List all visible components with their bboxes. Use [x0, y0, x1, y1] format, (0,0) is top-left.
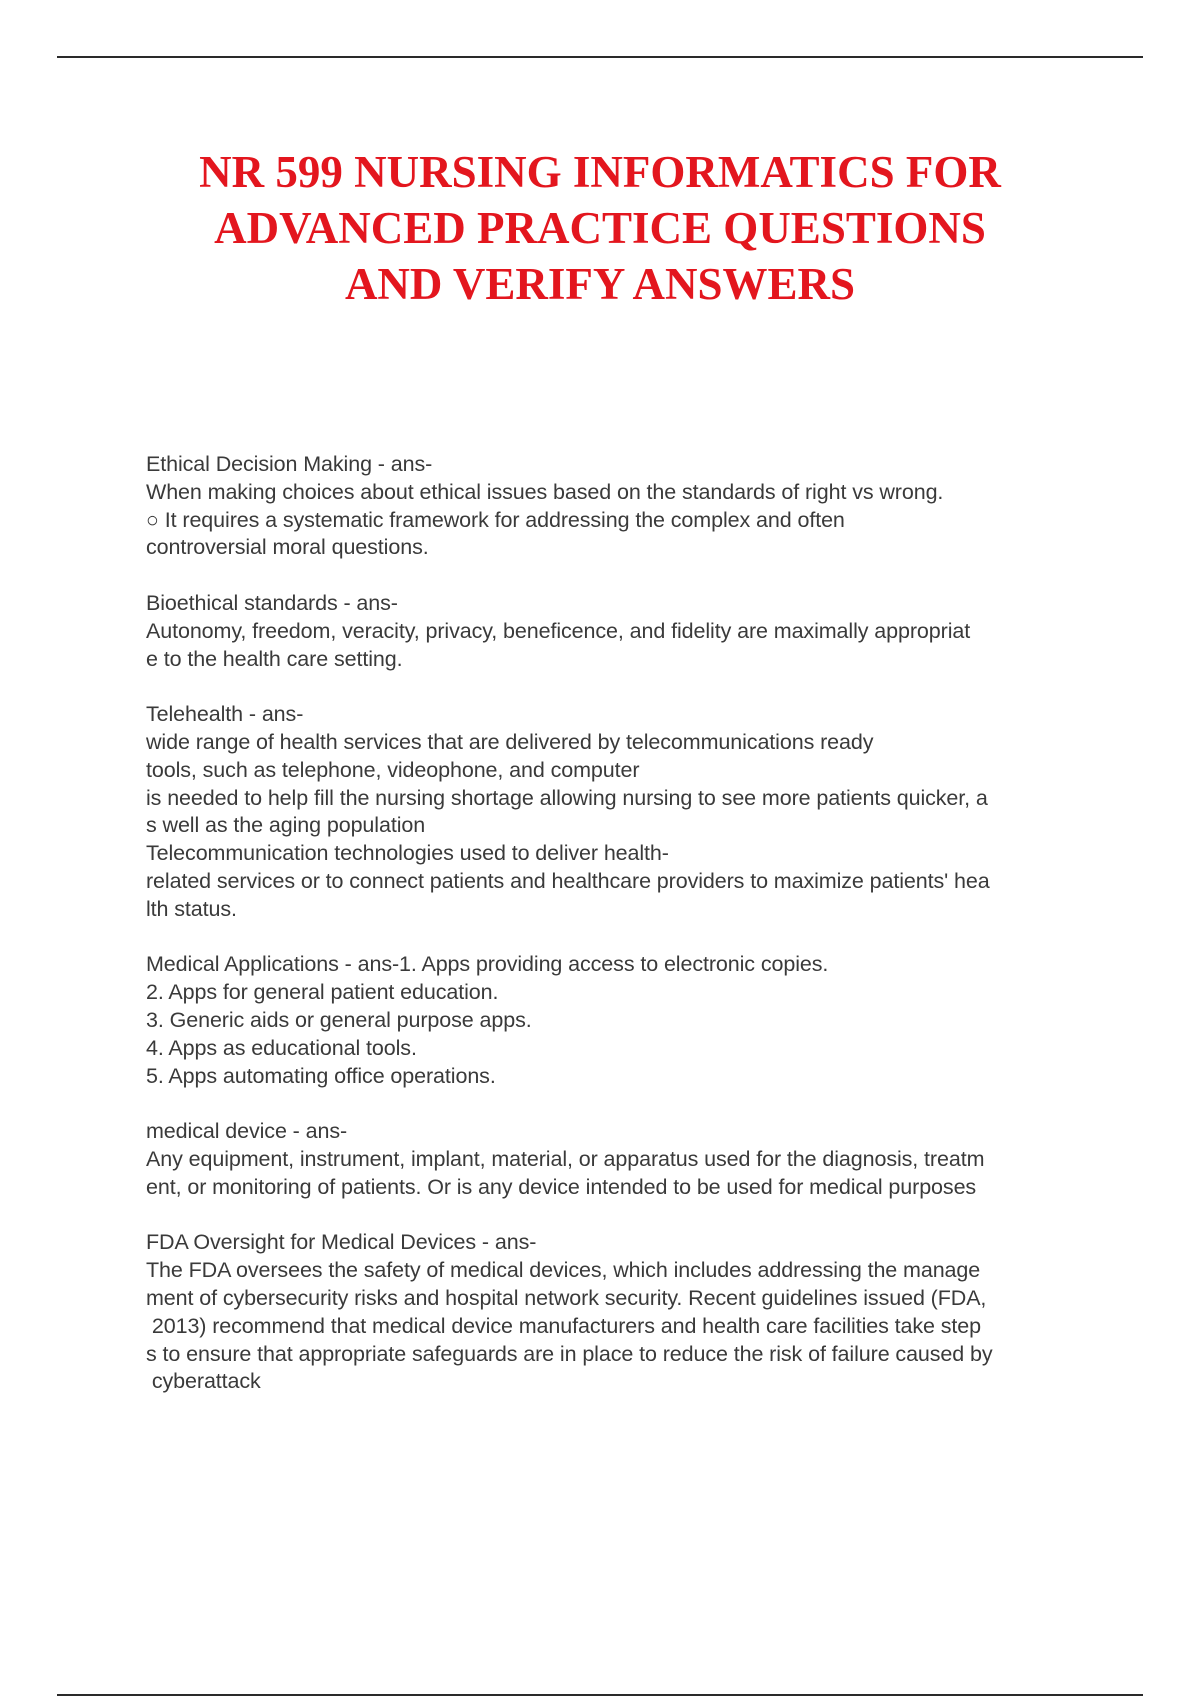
entry-term: Medical Applications - ans-1. Apps providing access to electronic copies.: [146, 952, 829, 977]
qa-entry-medical-device: [146, 1118, 1146, 1201]
entry-answer-line: 3. Generic aids or general purpose apps.: [146, 1007, 532, 1032]
bottom-rule: [57, 1694, 1143, 1696]
entry-answer-line: 2013) recommend that medical device manufacturers and health care facilities take step: [146, 1313, 982, 1338]
title-line: AND VERIFY ANSWERS: [344, 259, 856, 309]
document-body: [146, 451, 1146, 1424]
entry-answer-line: Telecommunication technologies used to deliver health-: [146, 841, 669, 866]
entry-term: FDA Oversight for Medical Devices - ans-: [146, 1230, 537, 1255]
entry-answer-line: tools, such as telephone, videophone, and computer: [146, 757, 640, 782]
entry-answer-line: e to the health care setting.: [146, 646, 403, 671]
qa-entry-medical-applications: [146, 951, 1146, 1090]
entry-answer-line: The FDA oversees the safety of medical devices, which includes addressing the manage: [146, 1258, 981, 1283]
entry-term: Telehealth - ans-: [146, 702, 304, 727]
entry-answer-line: related services or to connect patients and healthcare providers to maximize patients' hea: [146, 868, 990, 893]
entry-answer-line: is needed to help fill the nursing shortage allowing nursing to see more patients quicker, a: [146, 785, 988, 810]
title-line: NR 599 NURSING INFORMATICS FOR: [199, 147, 1001, 197]
entry-answer-line: When making choices about ethical issues based on the standards of right vs wrong.: [146, 479, 944, 504]
title-line: ADVANCED PRACTICE QUESTIONS: [214, 203, 986, 253]
top-rule: [57, 56, 1143, 58]
qa-entry-ethical-decision-making: [146, 451, 1146, 562]
entry-answer-line: Autonomy, freedom, veracity, privacy, beneficence, and fidelity are maximally appropriat: [146, 618, 971, 643]
entry-answer-line: wide range of health services that are delivered by telecommunications ready: [146, 729, 874, 754]
entry-term: Ethical Decision Making - ans-: [146, 452, 433, 476]
entry-term: medical device - ans-: [146, 1119, 348, 1144]
entry-answer-line: 4. Apps as educational tools.: [146, 1035, 417, 1060]
entry-answer-line: 2. Apps for general patient education.: [146, 980, 499, 1005]
entry-answer-line: ent, or monitoring of patients. Or is any device intended to be used for medical purposes: [146, 1174, 977, 1199]
entry-answer-line: Any equipment, instrument, implant, material, or apparatus used for the diagnosis, treatm: [146, 1146, 985, 1171]
entry-answer-line: lth status.: [146, 896, 237, 921]
document-title: [100, 144, 1100, 312]
qa-entry-telehealth: [146, 701, 1146, 923]
entry-answer-line: cyberattack: [146, 1369, 261, 1394]
qa-entry-fda-oversight: [146, 1229, 1146, 1396]
entry-answer-line: ment of cybersecurity risks and hospital network security. Recent guidelines issued (FDA,: [146, 1285, 987, 1310]
entry-answer-line: s well as the aging population: [146, 813, 426, 838]
entry-answer-line: s to ensure that appropriate safeguards are in place to reduce the risk of failure caused by: [146, 1341, 993, 1366]
entry-answer-line: ○ It requires a systematic framework for addressing the complex and often: [146, 507, 845, 532]
entry-term: Bioethical standards - ans-: [146, 590, 398, 615]
qa-entry-bioethical-standards: [146, 590, 1146, 673]
entry-answer-line: 5. Apps automating office operations.: [146, 1063, 496, 1088]
entry-answer-line: controversial moral questions.: [146, 535, 429, 560]
